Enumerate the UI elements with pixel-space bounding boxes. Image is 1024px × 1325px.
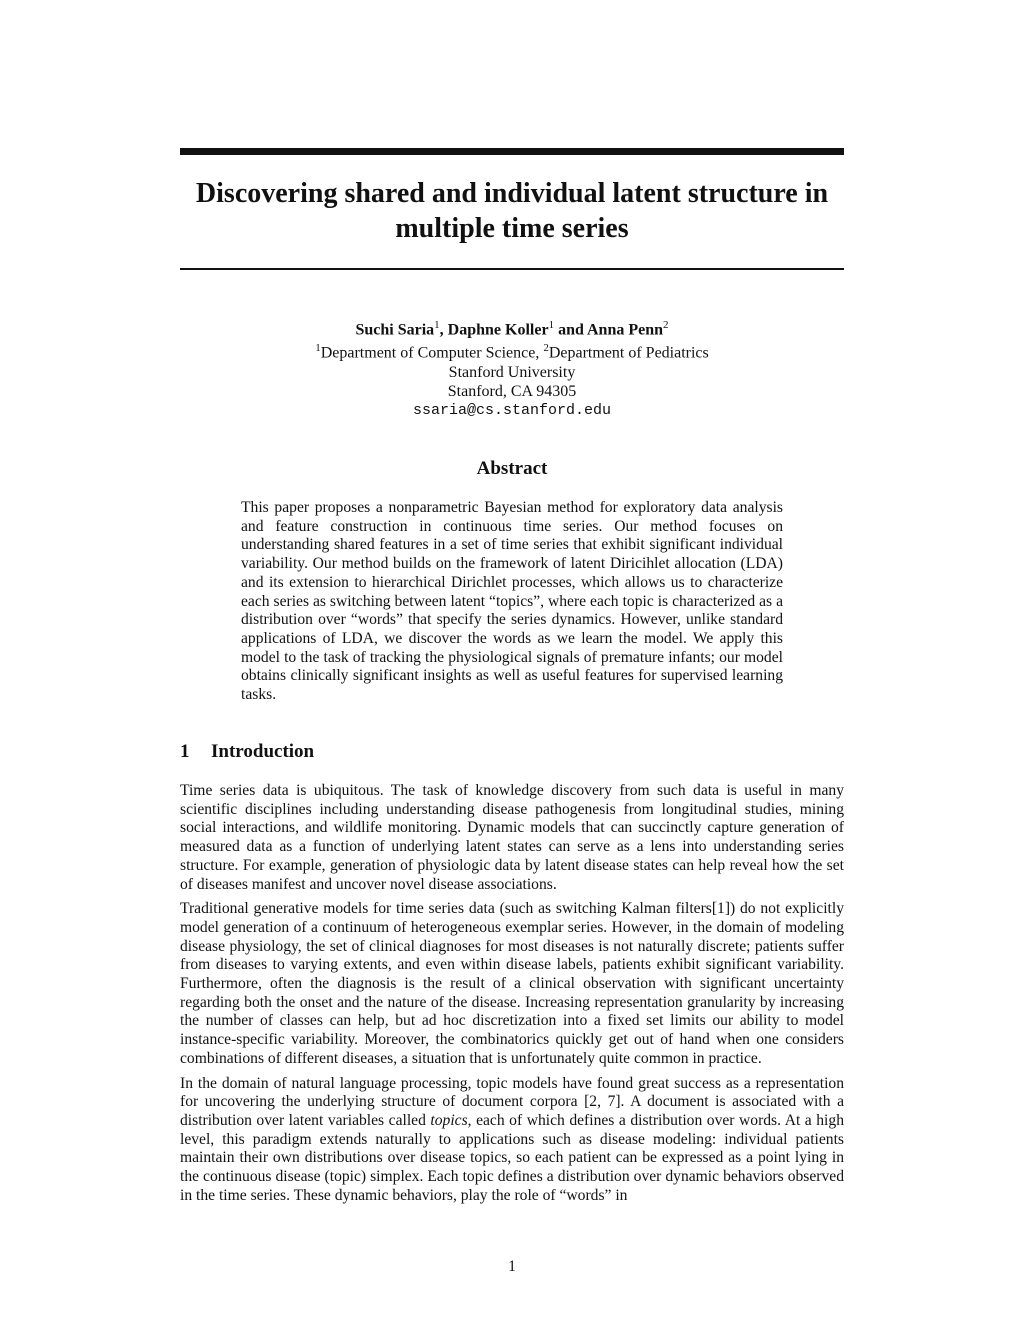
author-names xyxy=(180,316,844,339)
author-address: Stanford, CA 94305 xyxy=(447,382,577,400)
author-name: Anna Penn xyxy=(586,321,664,339)
title-top-rule xyxy=(180,148,844,155)
author-separator: and xyxy=(554,321,587,339)
emphasized-term: topics xyxy=(430,1111,468,1129)
author-name: Daphne Koller xyxy=(447,321,549,339)
body-paragraph: Traditional generative models for time series data (such as switching Kalman filters[1]) do not explicitly model generation of a continuum of heterogeneous exemplar series. However, in the domain of modeling disease physiology, the set of clinical diagnoses for most diseases is not naturally discrete; patients suffer from diseases to varying extents, and even within disease labels, patients exhibit significant variability. Furthermore, often the diagnosis is the result of a clinical observation with significant uncertainty regarding both the onset and the nature of the disease. Increasing representation granularity by increasing the number of classes can help, but ad hoc discretization into a fixed set limits our ability to model instance-specific variability. Moreover, the combinatorics quickly get out of hand when one considers combinations of different diseases, a situation that is unfortunately quite common in practice. xyxy=(180,900,844,1067)
author-affiliation-mark: 1 xyxy=(434,319,440,331)
paragraph-text: , each of which defines a distribution over words. At a high level, this paradigm extends naturally to applications such as disease modeling: individual patients maintain their own distributions over disease topics, so each patient can be expressed as a point lying in the continuous disease (topic) simplex. Each topic defines a distribution over dynamic behaviors observed in the time series. These dynamic behaviors, play the role of “words” in xyxy=(180,1111,844,1204)
affiliation-mark: 1 xyxy=(315,342,321,355)
abstract-text: This paper proposes a nonparametric Bayesian method for exploratory data analysis and feature construction in continuous time series. Our method focuses on understanding shared features in a set of time series that exhibit significant individual variability. Our method builds on the framework of latent Diricihlet allocation (LDA) and its extension to hierarchical Dirichlet processes, which allows us to characterize each series as switching between latent “topics”, where each topic is characterized as a distribution over “words” that specify the series dynamics. However, unlike standard applications of LDA, we discover the words as we learn the model. We apply this model to the task of tracking the physiological signals of premature infants; our model obtains clinically significant insights as well as useful features for supervised learning tasks. xyxy=(241,499,783,704)
author-email: ssaria@cs.stanford.edu xyxy=(412,401,612,419)
section-number: 1 xyxy=(180,741,190,762)
abstract-heading: Abstract xyxy=(476,458,548,479)
author-affiliation-mark: 2 xyxy=(663,319,669,331)
introduction-body xyxy=(180,782,844,1211)
paper-title: Discovering shared and individual latent structure in multiple time series xyxy=(195,178,829,244)
affiliation-department: Department of Computer Science, xyxy=(320,344,544,362)
author-separator: , xyxy=(439,321,448,339)
affiliation-mark: 2 xyxy=(543,342,549,355)
paragraph-text: In the domain of natural language processing, topic models have found great success as a representation for uncovering the underlying structure of document corpora [2, 7]. A document is associated with a distribution over latent variables called xyxy=(180,1074,844,1129)
affiliation-department: Department of Pediatrics xyxy=(548,344,709,362)
body-paragraph: Time series data is ubiquitous. The task of knowledge discovery from such data is useful in many scientific disciplines including understanding disease pathogenesis from longitudinal studies, mining social interactions, and wildlife monitoring. Dynamic models that can succinctly capture generation of measured data as a function of underlying latent states can serve as a lens into understanding series structure. For example, generation of physiologic data by latent disease states can help reveal how the set of diseases manifest and uncover novel disease associations. xyxy=(180,782,844,893)
page-number: 1 xyxy=(508,1258,516,1275)
section-heading-introduction xyxy=(180,740,314,764)
author-affiliations xyxy=(180,339,844,362)
author-name: Suchi Saria xyxy=(355,321,435,339)
author-block xyxy=(180,316,844,420)
body-paragraph xyxy=(180,1075,844,1206)
author-university: Stanford University xyxy=(448,363,576,381)
section-title: Introduction xyxy=(211,741,315,762)
author-affiliation-mark: 1 xyxy=(548,319,555,331)
title-bottom-rule xyxy=(180,268,844,270)
